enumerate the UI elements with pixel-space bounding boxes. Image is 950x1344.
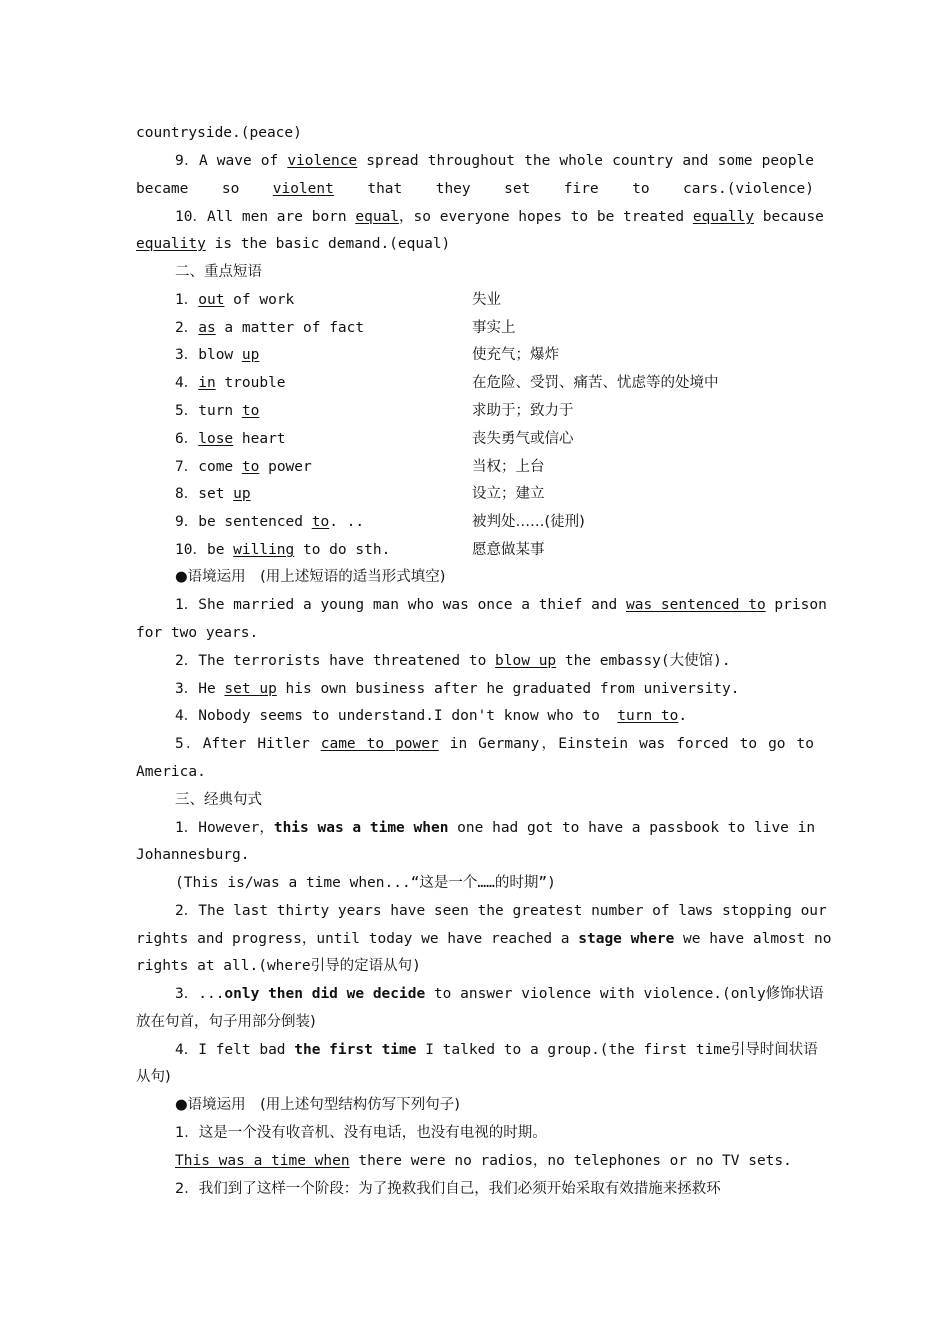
text-line: 9．A wave of violence spread throughout the whole country and some people: [175, 153, 814, 169]
phrase-meaning: 使充气；爆炸: [472, 347, 559, 363]
phrase-meaning: 事实上: [472, 320, 516, 336]
phrase-meaning: 求助于；致力于: [472, 403, 574, 419]
text-line: became so violent that they set fire to cars.(violence): [136, 181, 814, 197]
phrase-meaning: 当权；上台: [472, 459, 545, 475]
phrase-meaning: 在危险、受罚、痛苦、忧虑等的处境中: [472, 375, 719, 391]
phrase-item: 2．as a matter of fact: [175, 320, 365, 336]
answer-blank: equality: [136, 236, 206, 252]
text-line: 1．However，this was a time when one had got to have a passbook to live in: [175, 820, 816, 836]
text-line: 4．Nobody seems to understand.I don't know who to turn to.: [175, 708, 688, 724]
text-line: 2．The last thirty years have seen the greatest number of laws stopping our: [175, 903, 827, 919]
answer-blank: came to power: [320, 736, 439, 752]
answer-blank: turn to: [617, 708, 679, 724]
phrase-item: 3．blow up: [175, 347, 260, 363]
answer-blank: violent: [272, 181, 334, 197]
answer-blank: equal: [355, 209, 400, 225]
phrase-item: 4．in trouble: [175, 375, 286, 391]
key-structure: the first time: [294, 1042, 417, 1058]
text-line: 5．After Hitler came to power in Germany，Einstein was forced to go to: [175, 736, 814, 752]
phrase-item: 8．set up: [175, 486, 251, 502]
text-line: 1．这是一个没有收音机、没有电话，也没有电视的时期。: [175, 1125, 547, 1141]
answer-blank: set up: [224, 681, 277, 697]
text-line: Johannesburg.: [136, 847, 250, 863]
phrase-item: 9．be sentenced to. ..: [175, 514, 365, 530]
exercise-heading: ●语境运用 (用上述句型结构仿写下列句子): [175, 1097, 460, 1113]
text-line: rights at all.(where引导的定语从句): [136, 958, 421, 974]
section-heading: 三、经典句式: [175, 792, 262, 808]
answer-blank: blow up: [495, 653, 557, 669]
phrase-meaning: 被判处……(徒刑): [472, 514, 585, 530]
text-line: countryside.(peace): [136, 125, 302, 141]
answer-blank: violence: [287, 153, 358, 169]
text-line: 3．He set up his own business after he graduated from university.: [175, 681, 740, 697]
phrase-item: 6．lose heart: [175, 431, 286, 447]
phrase-meaning: 丧失勇气或信心: [472, 431, 574, 447]
section-heading: 二、重点短语: [175, 264, 262, 280]
answer-blank: was sentenced to: [626, 597, 766, 613]
text-line: 从句): [136, 1069, 171, 1085]
phrase-meaning: 愿意做某事: [472, 542, 545, 558]
text-line: 2．The terrorists have threatened to blow up the embassy(大使馆).: [175, 653, 731, 669]
text-line: (This is/was a time when...“这是一个……的时期”): [175, 875, 556, 891]
phrase-item: 1．out of work: [175, 292, 295, 308]
key-structure: this was a time when: [273, 820, 449, 836]
phrase-meaning: 设立；建立: [472, 486, 545, 502]
text-line: America.: [136, 764, 206, 780]
key-structure: stage where: [578, 931, 675, 947]
text-line: for two years.: [136, 625, 259, 641]
phrase-item: 5．turn to: [175, 403, 260, 419]
text-line: 放在句首，句子用部分倒装): [136, 1014, 316, 1030]
text-line: equality is the basic demand.(equal): [136, 236, 451, 252]
answer-blank: This was a time when: [175, 1153, 350, 1169]
text-line: 10．All men are born equal，so everyone hopes to be treated equally because: [175, 209, 824, 225]
text-line: rights and progress，until today we have reached a stage where we have almost no: [136, 931, 832, 947]
text-line: 3．...only then did we decide to answer violence with violence.(only修饰状语: [175, 986, 824, 1002]
phrase-item: 7．come to power: [175, 459, 312, 475]
text-line: This was a time when there were no radios，no telephones or no TV sets.: [175, 1153, 792, 1169]
exercise-heading: ●语境运用 (用上述短语的适当形式填空): [175, 569, 446, 585]
phrase-meaning: 失业: [472, 292, 501, 308]
answer-blank: equally: [692, 209, 754, 225]
text-line: 2．我们到了这样一个阶段：为了挽救我们自己，我们必须开始采取有效措施来拯救环: [175, 1181, 721, 1197]
text-line: 1．She married a young man who was once a thief and was sentenced to prison: [175, 597, 827, 613]
phrase-item: 10．be willing to do sth.: [175, 542, 391, 558]
key-structure: only then did we decide: [224, 986, 426, 1002]
text-line: 4．I felt bad the first time I talked to a group.(the first time引导时间状语: [175, 1042, 818, 1058]
